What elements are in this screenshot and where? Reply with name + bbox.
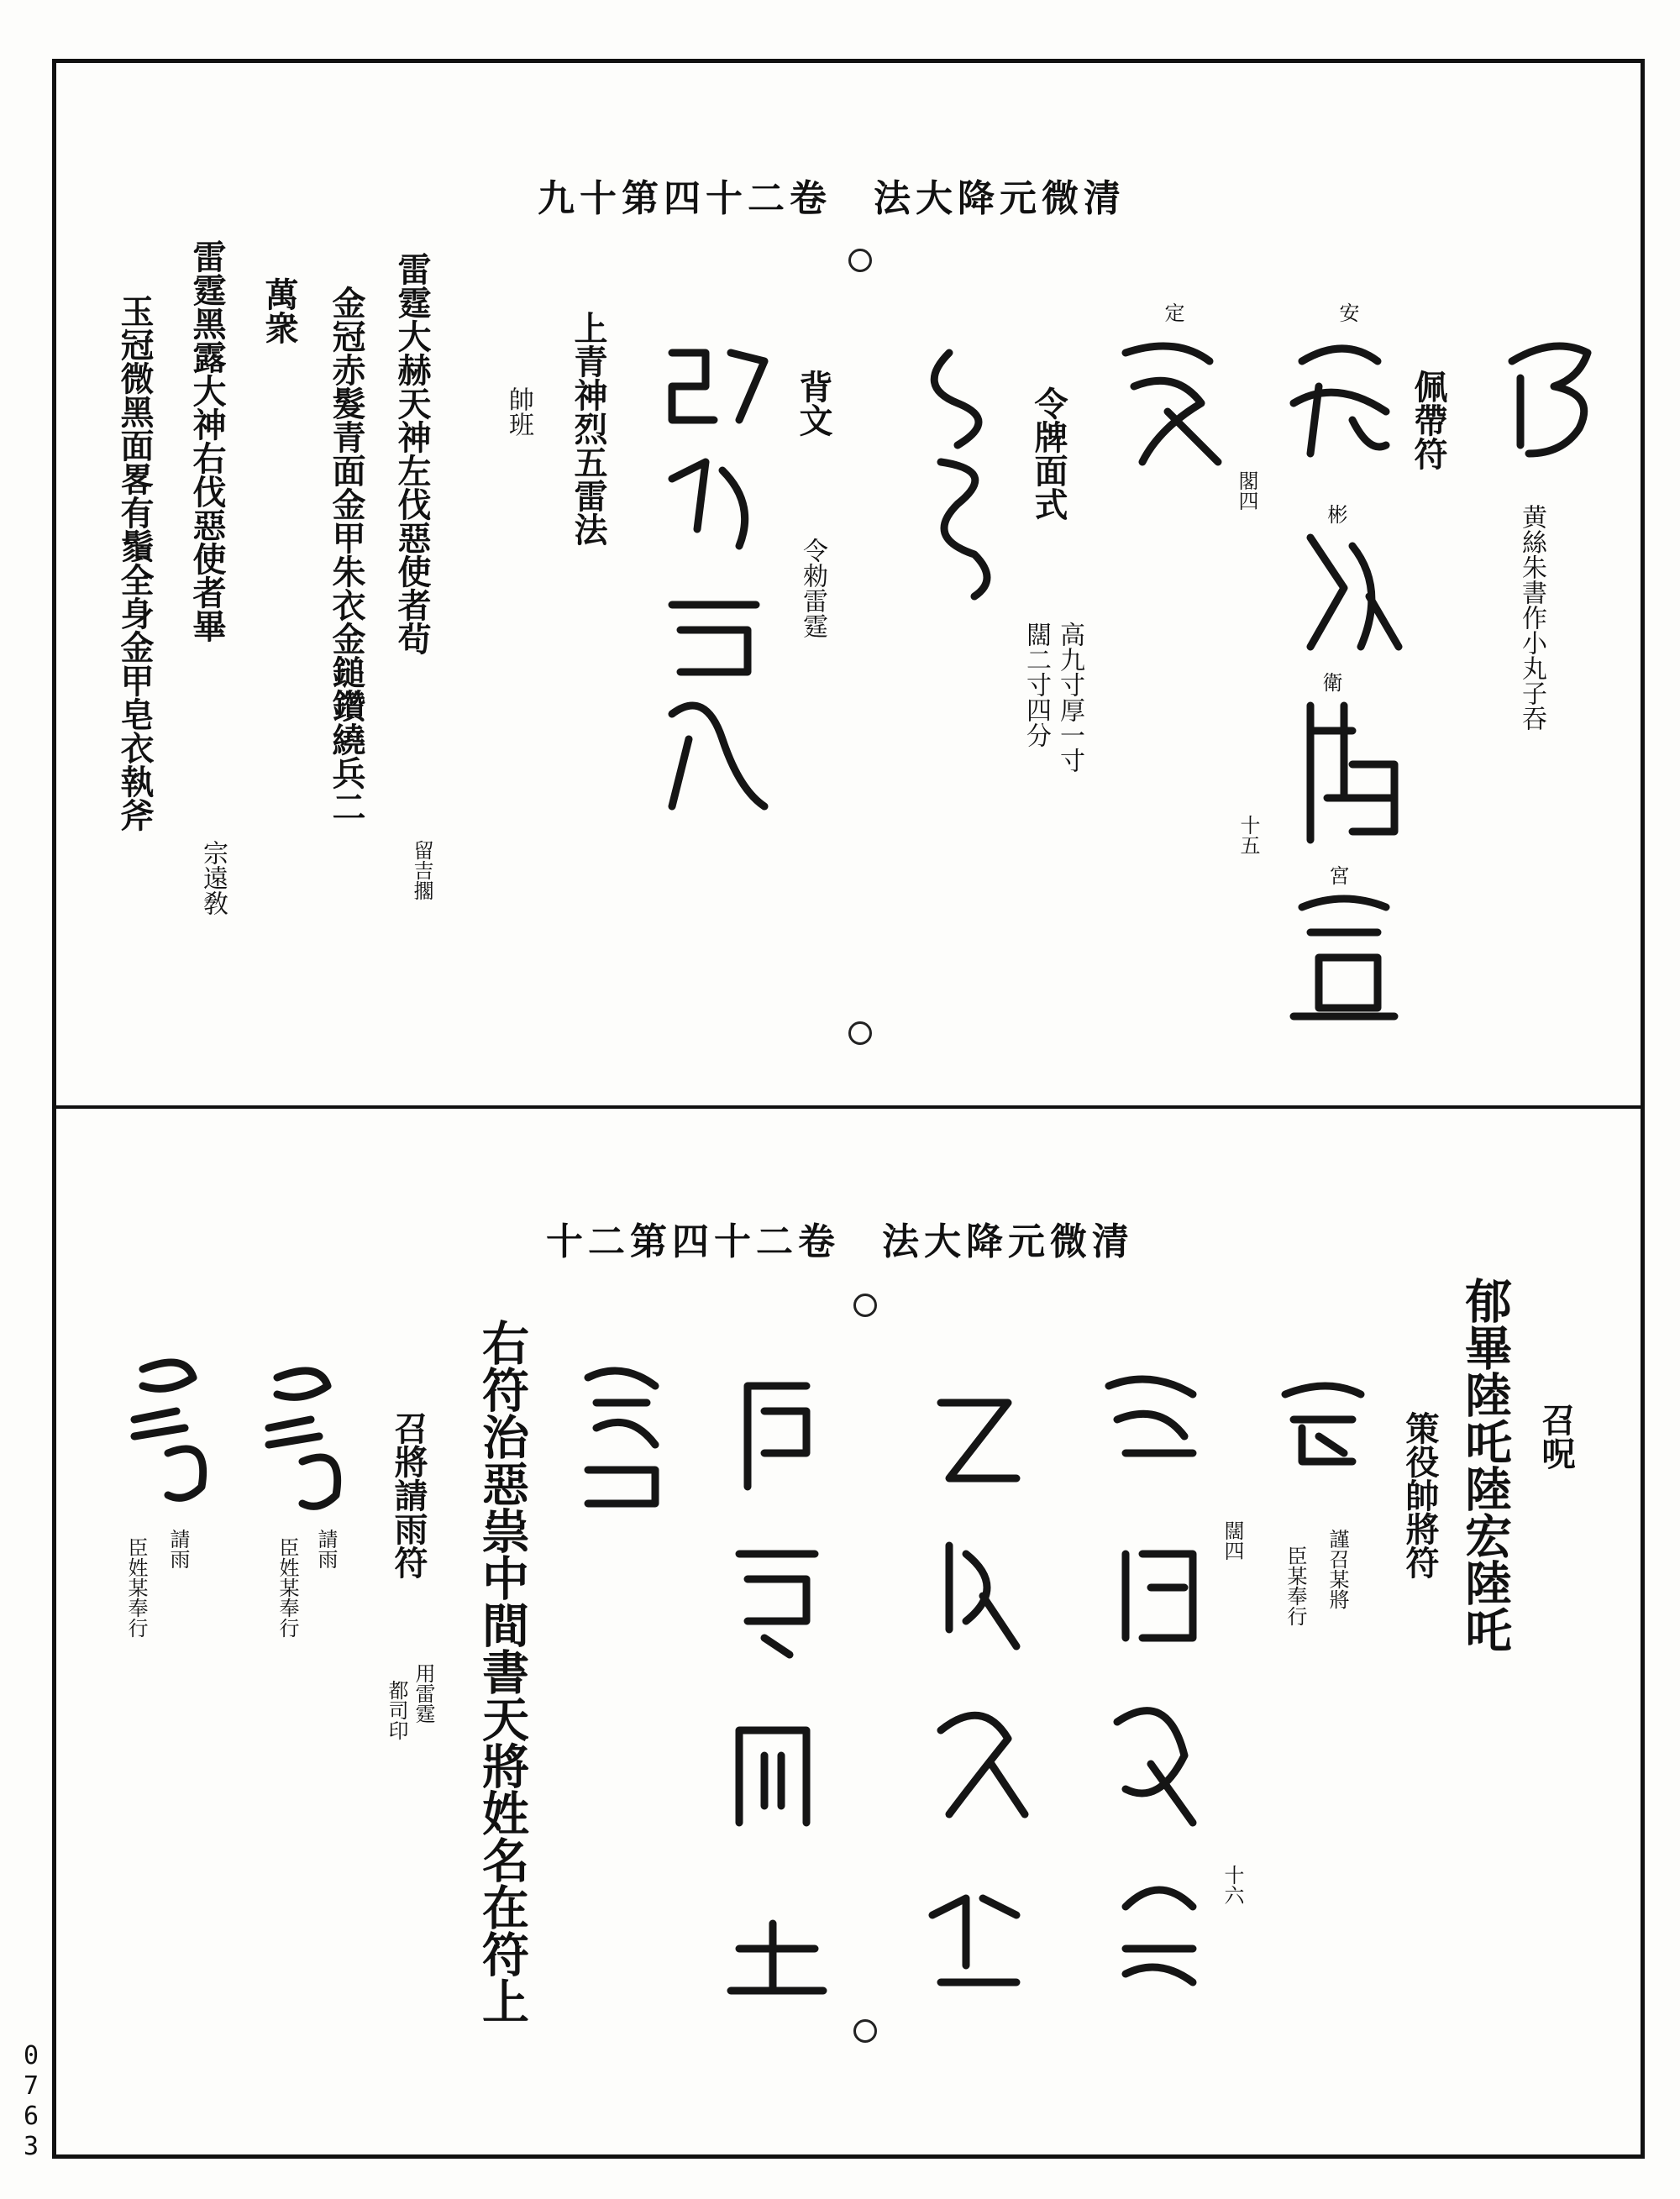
note-dusi-yin: 都司印 [385,1680,408,1740]
label-gong: 宮 [1326,865,1349,885]
note-ling-chi-leiting: 令勑雷霆 [798,538,827,638]
annot-shiwu: 十五 [1236,815,1260,855]
text-yubi-lucha: 郁畢陸吒陸宏陸吒 [1457,1277,1513,1653]
talisman-glyph-col-a [1092,1369,1210,2061]
binding-hole-bottom-2 [853,2019,877,2043]
note-liu-ji: 留吉擱 [410,840,433,900]
talisman-glyph-bin [1294,521,1403,667]
annot-kuo-si-2: 闊四 [1221,1520,1244,1561]
text-shuaiban: 帥班 [504,386,533,437]
talisman-glyph-gong [1285,890,1403,1028]
note-chenxing-2: 臣姓某奉行 [124,1537,148,1638]
label-ding: 定 [1161,302,1184,323]
top-header: 九十第四十二卷 法大降元微清 [538,177,1126,220]
talisman-glyph-wei [1294,697,1403,852]
bottom-header: 十二第四十二卷 法大降元微清 [546,1220,1134,1263]
text-ceyi-shuaijiang: 策役帥將符 [1400,1411,1440,1579]
page-frame [52,59,1645,2159]
note-chen-fengxing: 臣某奉行 [1284,1546,1307,1626]
binding-hole-bottom-1 [853,1294,877,1317]
note-yellow-silk: 黄絲朱書作小丸子吞 [1517,504,1546,731]
label-an: 安 [1336,302,1359,323]
text-wanzhong: 萬衆 [260,277,299,344]
text-beiwen: 背文 [794,370,833,437]
talisman-glyph-ding [1109,336,1226,474]
page-divider [52,1105,1645,1109]
note-yong-leiting: 用雷霆 [412,1663,435,1724]
text-leiting-heilu: 雷霆黑露大神右伐惡使者畢 [187,239,227,643]
talisman-glyph-col-d [571,1361,672,1532]
talisman-glyph-qingyu-1 [252,1361,353,1515]
talisman-glyph-col-c [714,1369,832,2061]
note-chenxing-1: 臣姓某奉行 [276,1537,299,1638]
binding-hole-top-1 [848,249,872,272]
text-youfu-zhi: 右符治惡祟中間書天將姓名在符上 [475,1319,530,2024]
text-zhaozhou: 召呪 [1536,1403,1576,1470]
binding-hole-top-2 [848,1021,872,1045]
talisman-glyph-lingpai [907,336,1008,608]
annot-shiliu: 十六 [1221,1865,1244,1905]
text-leiting-dahe: 雷霆大赫天神左伐惡使者茍 [392,252,432,655]
talisman-glyph-qingyu-2 [118,1352,218,1507]
text-lingpai-mianshi: 令牌面式 [1029,386,1068,521]
note-dims-a: 高九寸厚一寸 [1055,622,1084,773]
text-yuguan-weihei: 玉冠微黑面畧有鬚全身金甲皂衣執斧 [115,294,155,832]
annot-kuo-si: 閣四 [1235,470,1258,511]
label-wei: 衛 [1319,672,1342,692]
note-qingyu-1: 請雨 [314,1529,338,1569]
note-jin-zhao: 謹召某將 [1326,1529,1349,1609]
text-shangqing-shenlie: 上青神烈五雷法 [569,311,608,546]
label-bin: 彬 [1324,504,1347,524]
text-peidai-fu: 佩帶符 [1409,370,1448,470]
talisman-glyph-an [1285,336,1394,465]
page-number: 0 7 6 3 [23,2041,39,2161]
talisman-glyph-beiwen [655,336,773,827]
note-qingyu-2: 請雨 [166,1529,190,1569]
note-zong-yuan: 宗遠敎 [198,840,228,916]
talisman-glyph-col-b [916,1378,1033,2070]
talisman-glyph-peidai-head [1504,328,1604,474]
talisman-glyph-ceyi-1 [1268,1378,1369,1482]
text-zhaojiang-qingyu: 召將請雨符 [389,1411,428,1579]
text-jinguan-chifa: 金冠赤髮青面金甲朱衣金鎚鑽繞兵二 [327,286,366,823]
note-dims-b: 闊二寸四分 [1021,622,1051,748]
